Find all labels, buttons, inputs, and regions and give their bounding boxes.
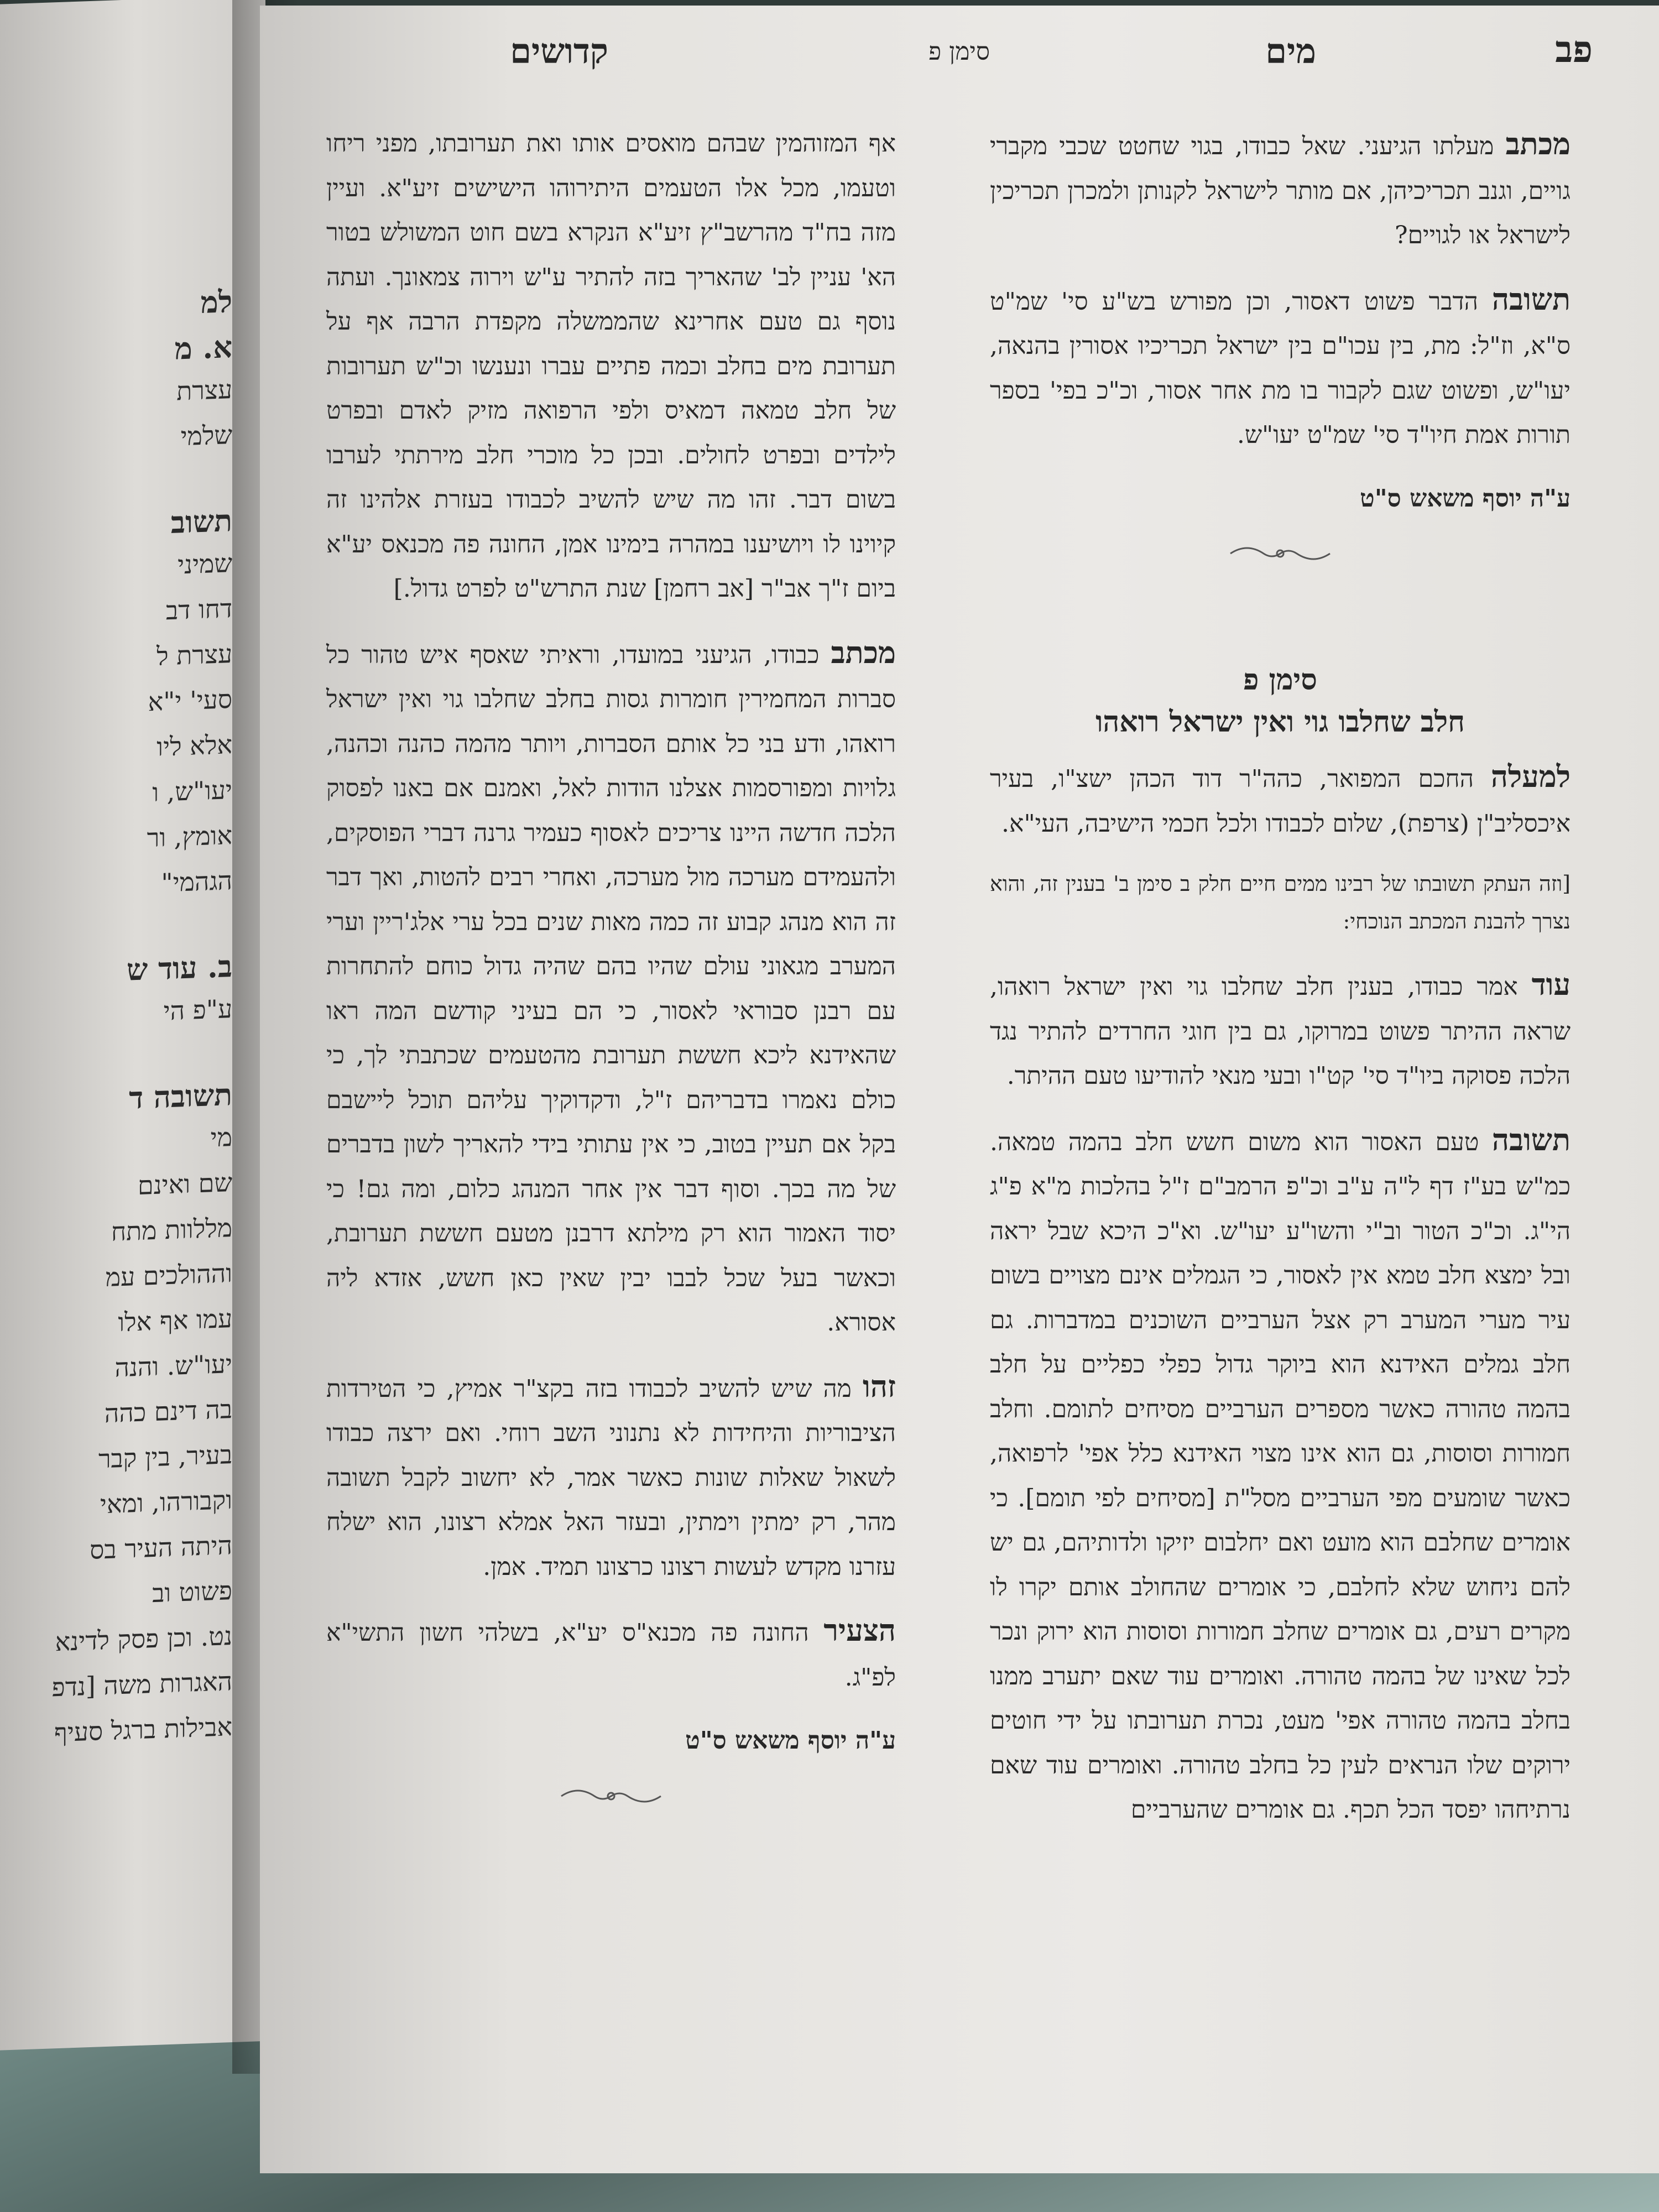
facing-page-line: שם ואינם [138,1167,232,1201]
facing-page-line: ב. עוד ש [126,948,232,988]
paragraph-text: החכם המפואר, כהה"ר דוד הכהן ישצ"ו, בעיר איכסליב"ן (צרפת), שלום לכבודו ולכל חכמי הישיבה, העי"א. [990,765,1571,838]
paragraph-text: החונה פה מכנא"ס יע"א, בשלהי חשון התשי"א לפ"ג. [326,1619,896,1692]
facing-page-line: יעו"ש, ו [152,775,232,808]
facing-page-text [0,0,265,1748]
facing-page-line: עצרת ל [156,639,232,671]
facing-page-line: שלמי [180,420,232,452]
page-number: פב [1555,28,1593,71]
siman-heading: סימן פ [1243,663,1317,697]
facing-page-line: עצרת [176,374,232,406]
facing-page-line: למ [200,284,232,321]
letter-question-1 [990,122,1571,258]
facing-page-line: סעי' י"א [148,684,232,717]
facing-page-line: תשובה ד [129,1077,232,1116]
paragraph-text: טעם האסור הוא משום חשש חלב בהמה טמאה. כמ"ש בע"ז דף ל"ה ע"ב וכ"פ הרמב"ם ז"ל בהלכות מ"א פ"ג הי"ג. וכ"כ הטור וב"י והשו"ע יעו"ש. וא"כ היכא שבל יראה ובל ימצא חלב טמא אין לאסור, כי הגמלים אינם מצויים בשום עיר מערי המערב רק אצל הערביים השוכנים במדברות. גם חלב גמלים האידנא הוא ביוקר גדול כפלי כפליים על חלב בהמה טהורה כאשר מספרים הערביים מסיחים לתומם. וחלב חמורות וסוסות, גם הוא אינו מצוי האידנא כלל אפי' לרפואה, כאשר שומעים מפי הערביים מסל"ת [מסיחים לפי תומם]. כי אומרים שחלבם הוא מועט ואם יחלבום יזיקו ולדותיהם, גם יש להם ניחוש שלא לחלבם, כי אומרים שהחולב אותם יקרו לו מקרים רעים, גם אומרים שחלב חמורות וסוסות הוא ירוק ונכר לכל שאינו של בהמה טהורה. ואומרים עוד שאם יתערב ממנו בחלב בהמה טהורה אפי' מעט, נכרת תערובתו על ידי חוטים ירוקים שלו הנראים לעין כל בחלב טהורה. ואומרים עוד שאם נרתיחהו יפסד הכל תכף. גם אומרים שהערביים [990,1128,1571,1824]
facing-page-line: האגרות משה [נדפ [51,1666,232,1703]
facing-page-line: אומץ, ור [147,820,232,853]
bracket-note: [וזה העתק תשובתו של רבינו ממים חיים חלק ב סימן ב' בענין זה, והוא נצרך להבנת המכתב הנוכחי: [990,872,1571,933]
lead-word: תשובה [1491,281,1571,317]
closing-paragraph [326,1364,896,1590]
ornament-icon [1225,540,1335,567]
facing-page-line: וקבורהו, ומאי [100,1485,232,1520]
book-title: מים [1265,31,1316,71]
section-title: קדושים [510,31,608,71]
lead-word: מכתב [1505,126,1571,161]
lead-word: תשובה [1491,1121,1571,1157]
page-header [260,28,1659,77]
running-siman: סימן פ [928,38,990,66]
answer-2 [990,1118,1571,1833]
facing-page-line: בעיר, בין קבר [98,1439,232,1474]
lead-word: למעלה [1490,759,1571,794]
facing-page-line: שמיני [178,548,232,580]
facing-page-line: הגהמי" [161,865,232,898]
paragraph-text: כבודו, הגיעני במועדו, וראיתי שאסף איש טהור כל סברות המחמירין חומרות גסות בחלב שחלבו גוי ואין ישראל רואהו, ודע בני כל אותם הסברות, ויותר מהמה כהנה וכהנה, גלויות ומפורסמות אצלנו הודות לאל, ואמנם אם באנו לפסוק הלכה חדשה היינו צריכים לאסוף כעמיר גרנה דברי הפוסקים, ולהעמידם מערכה מול מערכה, ואחרי רבים להטות, ואך דבר זה הוא מנהג קבוע זה כמה מאות שנים בכל ערי אלג'ריין וערי המערב מגאוני עולם שהיו בהם שהיה גדול כוחם להתחרות עם רבנן סבוראי לאסור, כי הם בעיני קודשם המה ראו שהאידנא ליכא חששת תערובת מהטעמים שכתבתי לך, כי כולם נאמרו בדבריהם ז"ל, ודקדוקיך עליהם תוכל ליישבם בקל אם תעיין בטוב, כי אין עתותי בידי להאריך לשון בדברים של מה בכך. וסוף דבר אין אחר המנהג כלום, ומה גם! כי יסוד האמור הוא רק מילתא דרבנן מטעם חששת תערובת, וכאשר בעל שכל לבבו יבין שאין כאן חשש, אזדא ליה אסורא. [326,640,896,1337]
facing-page-line: א. מ [174,329,232,367]
addressee-paragraph [990,754,1571,846]
facing-page-line: עמו אף אלו [118,1303,232,1338]
question-2 [990,962,1571,1099]
lead-word: זהו [863,1368,896,1404]
facing-page-line: נט. וכן פסק לדינא [55,1621,232,1657]
signature: ע"ה יוסף משאש ס"ט [685,1726,896,1755]
facing-page-line: מי [210,1122,232,1153]
facing-page [0,0,265,2051]
facing-page-line: פשוט וב [152,1575,232,1609]
ornament-icon [556,1782,666,1810]
book-page [260,6,1659,2173]
facing-page-line: יעו"ש. והנה [114,1349,232,1383]
facing-page-line: מללוות מתח [111,1213,232,1247]
answer-1 [990,277,1571,458]
facing-page-line: תשוב [170,503,232,540]
lead-word: עוד [1531,967,1571,1002]
facing-page-line: אבילות ברגל סעיף [54,1712,232,1748]
right-column [990,122,1571,1851]
sender-paragraph [326,1608,896,1700]
ornament-divider [990,538,1571,587]
siman-subtitle: חלב שחלבו גוי ואין ישראל רואהו [1095,705,1465,739]
continuation-paragraph: אף המזוהמין שבהם מואסים אותו ואת תערובתו, מפני ריחו וטעמו, מכל אלו הטעמים היתירוהו הישישים זיע"א. ועיין מזה בח"ד מהרשב"ץ זיע"א הנקרא בשם חוט המשולש בטור הא' עניין לב' שהאריך בזה להתיר ע"ש וירוה צמאונך. ועתה נוסף גם טעם אחרינא שהממשלה מקפדת הרבה אף על תערובת מים בחלב וכמה פתיים עברו ונענשו וכ"ש תערובות של חלב טמאה דמאיס ולפי הרפואה מזיק לאדם ובפרט לילדים ובפרט לחולים. ובכן כל מוכרי חלב מירתתי לערבו בשום דבר. זהו מה שיש להשיב לכבודו בעזרת אלהינו זה קיוינו לו ויושיענו במהרה בימינו אמן, החונה פה מכנאס יע"א ביום ז"ך אב"ר [אב רחמן] שנת התרש"ט לפרט גדול.] [326,129,896,603]
facing-page-line: אלא ליו [156,729,232,762]
paragraph-text: מה שיש להשיב לכבודו בזה בקצ"ר אמיץ, כי הטירדות הציבוריות והיחידות לא נתנוני השב רוחי. ואם ירצה כבודו לשאול שאלות שונות כאשר אמר, לא יחשוב לקבל תשובה מהר, רק ימתין וימתין, ובעזר האל אמלא רצונו, הוא ישלח עזרנו מקדש לעשות רצונו כרצונו תמיד. אמן. [326,1374,896,1581]
facing-page-line: היתה העיר בס [90,1530,232,1566]
facing-page-line: דחו דב [165,593,232,626]
facing-page-line: ע"פ הי [163,994,232,1026]
facing-page-line: וההולכים עמ [105,1258,232,1293]
lead-word: מכתב [831,634,896,670]
lead-word: הצעיר [823,1613,896,1648]
paragraph-text: הדבר פשוט דאסור, וכן מפורש בש"ע סי' שמ"ט ס"א, וז"ל: מת, בין עכו"ם בין ישראל תכריכיו אסורין בהנאה, יעו"ש, ופשוט שגם לקבור בו מת אחר אסור, וכ"כ בפי' בספר תורות אמת חיו"ד סי' שמ"ט יעו"ש. [990,287,1571,449]
paragraph-text: אמר כבודו, בענין חלב שחלבו גוי ואין ישראל רואהו, שראה ההיתר פשוט במרוקו, גם בין חוגי החרדים להתיר נגד הלכה פסוקה ביו"ד סי' קט"ו ובעי מנאי להודיעו טעם ההיתר. [990,973,1571,1090]
signature: ע"ה יוסף משאש ס"ט [1360,484,1571,513]
facing-page-line: בה דינם כהה [104,1394,232,1429]
letter-3 [326,630,896,1345]
left-column [326,122,896,1863]
paragraph-text: מעלתו הגיעני. שאל כבודו, בגוי שחטט שכבי מקברי גויים, וגנב תכריכיהן, אם מותר לישראל לקנותן ולמכרן תכריכין לישראל או לגויים? [990,132,1571,249]
ornament-divider [326,1780,896,1830]
